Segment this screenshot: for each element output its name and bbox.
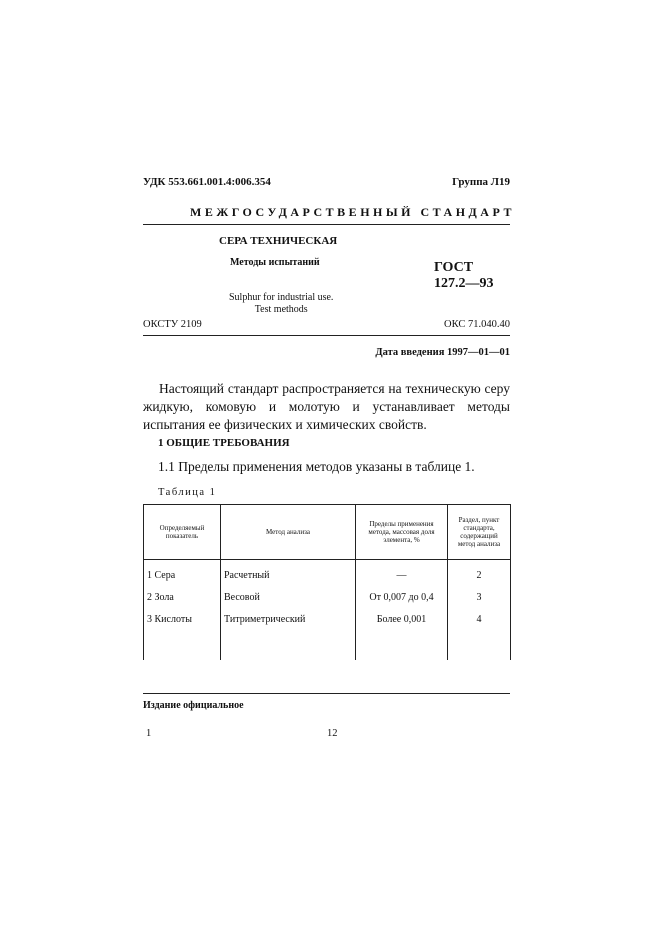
table-caption: Таблица 1 — [158, 487, 217, 498]
table-header-cell: Пределы применения метода, массовая доля элемента, % — [356, 505, 448, 560]
table-cell: Расчетный — [221, 560, 356, 593]
page-number: 1 — [146, 728, 152, 739]
gost-label: ГОСТ — [434, 260, 474, 275]
table-cell: Более 0,001 — [356, 614, 448, 636]
table-cell: Титриметрический — [221, 614, 356, 636]
table-cell: 3 — [448, 592, 511, 614]
okstu-code: ОКСТУ 2109 — [143, 319, 202, 330]
group-code: Группа Л19 — [452, 176, 510, 188]
interstate-standard-heading: МЕЖГОСУДАРСТВЕННЫЙ СТАНДАРТ — [190, 205, 515, 219]
table-row — [144, 592, 511, 614]
paragraph-1-1: 1.1 Пределы применения методов указаны в таблице 1. — [158, 459, 475, 474]
standard-subtitle: Методы испытаний — [230, 257, 320, 268]
codes-divider — [143, 335, 510, 336]
english-title — [229, 292, 333, 316]
sheet-number: 12 — [327, 728, 338, 739]
table-cell: 3 Кислоты — [144, 614, 221, 636]
english-title-line2: Test methods — [254, 304, 308, 315]
footer-divider — [143, 693, 510, 694]
standard-title: СЕРА ТЕХНИЧЕСКАЯ — [219, 235, 338, 247]
section-title: 1 ОБЩИЕ ТРЕБОВАНИЯ — [158, 437, 290, 449]
edition-note: Издание официальное — [143, 700, 244, 711]
table-cell: 4 — [448, 614, 511, 636]
table-header-cell: Метод анализа — [221, 505, 356, 560]
table-cell: От 0,007 до 0,4 — [356, 592, 448, 614]
oks-code: ОКС 71.040.40 — [444, 319, 510, 330]
table-cell: 2 — [448, 560, 511, 593]
table-cell: 2 Зола — [144, 592, 221, 614]
table-row-blank — [144, 636, 511, 660]
header-divider — [143, 224, 510, 225]
methods-table — [143, 504, 511, 660]
gost-designation — [434, 260, 494, 292]
table-cell: Весовой — [221, 592, 356, 614]
table-row — [144, 560, 511, 593]
english-title-line1: Sulphur for industrial use. — [229, 292, 334, 303]
table-cell: 1 Сера — [144, 560, 221, 593]
table-header-cell: Определяемый показатель — [144, 505, 221, 560]
table-cell: — — [356, 560, 448, 593]
table-header-cell: Раздел, пункт стандарта, содержащий метод анализа — [448, 505, 511, 560]
table-row — [144, 614, 511, 636]
gost-number: 127.2—93 — [434, 276, 494, 291]
udk-code: УДК 553.661.001.4:006.354 — [143, 176, 271, 188]
introduction-date: Дата введения 1997—01—01 — [375, 347, 510, 358]
table-header-row — [144, 505, 511, 560]
intro-paragraph: Настоящий стандарт распространяется на техническую серу жидкую, комовую и молотую и устанавливает методы испытания ее физических и химических свойств. — [143, 381, 510, 432]
